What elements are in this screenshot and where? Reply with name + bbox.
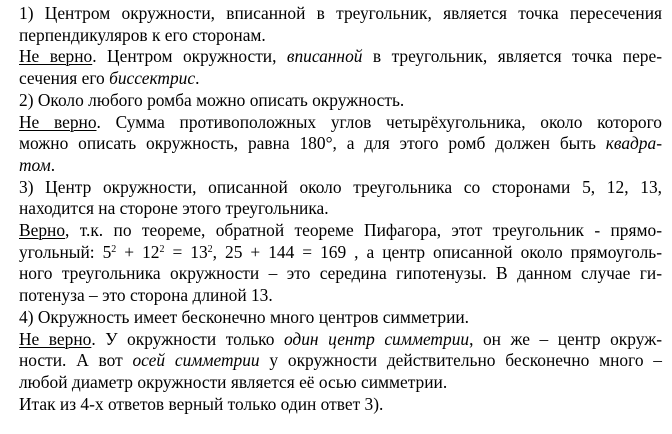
question-1-line-1: 1) Центром окружности, вписанной в треугольник, является точка пересечения — [19, 3, 662, 23]
answer-3-line-3: ного треугольника окружности – это середина гипотенузы. В данном случае ги- — [19, 263, 662, 284]
answer-3-line-1: Верно, т.к. по теореме, обратной теореме Пифагора, этот треугольник - прямо- — [19, 220, 662, 241]
answer-3-line-2: угольный: $5^2 + 12^2 = 13^2$, 25 + 144 = 169 , а центр описанной около прямоуголь- — [19, 241, 662, 262]
question-2-line-1: 2) Около любого ромба можно описать окружность. — [19, 89, 405, 110]
answer-1-line-2: сечения его биссектрис. — [19, 68, 200, 89]
verdict-1: Не верно — [19, 46, 93, 67]
question-4-line-1: 4) Окружность имеет бесконечно много центров симметрии. — [19, 306, 470, 327]
verdict-2: Не верно — [19, 111, 97, 132]
question-3-line-1: 3) Центр окружности, описанной около треугольника со сторонами 5, 12, 13, — [19, 176, 662, 197]
answer-4-line-3: любой диаметр окружности является её осью симметрии. — [19, 371, 448, 392]
answer-2-line-2: можно описать окружность, равна 180°, а для этого ромб должен быть квадра- — [19, 133, 662, 154]
question-3-line-2: находится на стороне этого треугольника. — [19, 198, 329, 219]
answer-3-line-4: потенуза – это сторона длиной 13. — [19, 285, 273, 306]
answer-4-line-1: Не верно. У окружности только один центр симметрии, он же – центр окруж- — [19, 328, 662, 349]
verdict-3: Верно — [19, 220, 66, 241]
answer-2-line-1: Не верно. Сумма противоположных углов четырёхугольника, около которого — [19, 111, 662, 132]
question-1-line-2: перпендикуляров к его сторонам. — [19, 24, 266, 45]
answer-1-line-1: Не верно. Центром окружности, вписанной в треугольник, является точка пере- — [19, 46, 662, 67]
answer-4-line-2: ности. А вот осей симметрии у окружности действительно бесконечно много – — [19, 350, 663, 371]
conclusion: Итак из 4-х ответов верный только один ответ 3). — [19, 393, 384, 414]
answer-2-line-3: том. — [19, 154, 56, 175]
verdict-4: Не верно — [19, 328, 92, 349]
